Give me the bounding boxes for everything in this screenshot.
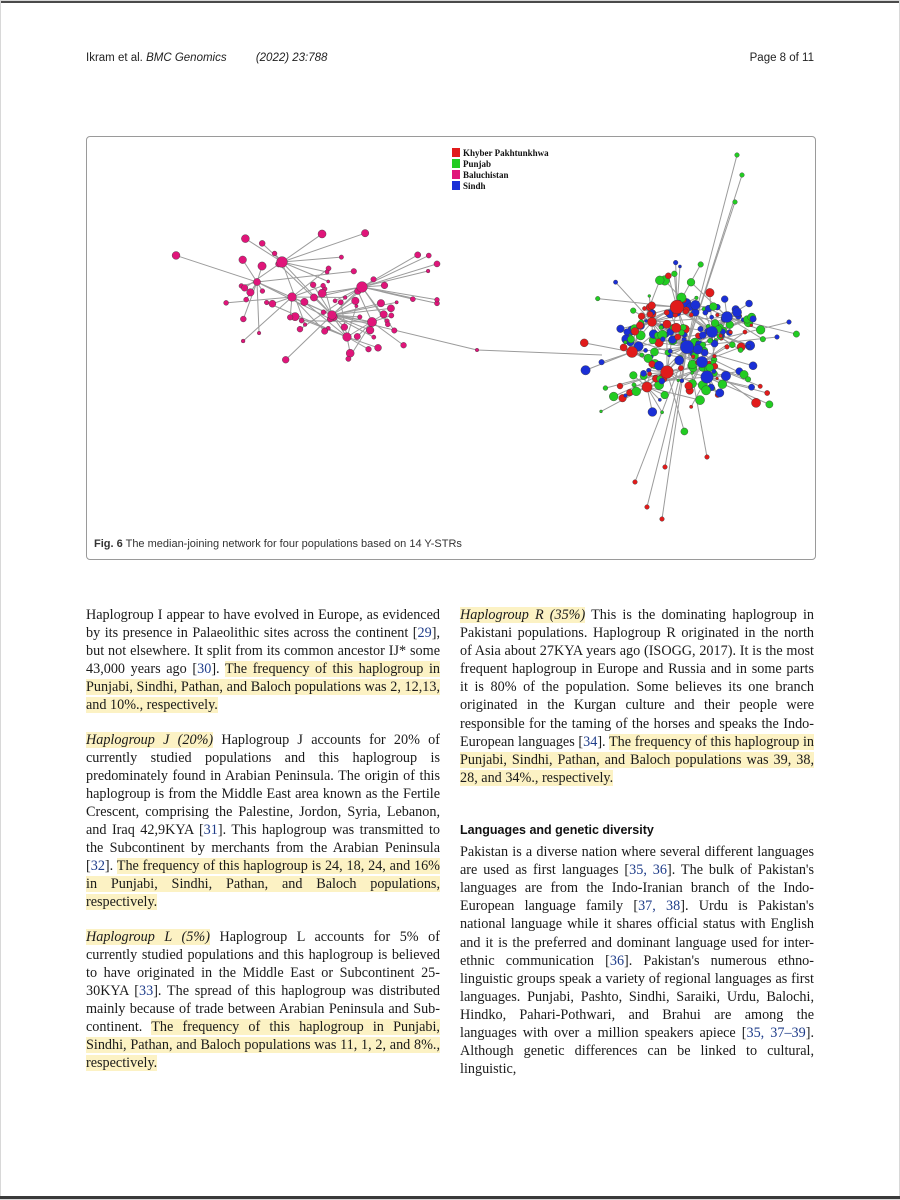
network-node [595, 296, 600, 301]
median-joining-network [87, 137, 815, 559]
network-node [668, 349, 672, 353]
network-edge [362, 256, 429, 287]
network-node [609, 392, 618, 401]
network-node [678, 265, 681, 268]
network-node [640, 353, 644, 357]
header-journal: BMC Genomics [146, 52, 227, 64]
network-node [392, 328, 397, 333]
network-node [673, 260, 678, 265]
network-node [787, 320, 792, 325]
paragraph-heading: Haplogroup J (20%) [86, 731, 214, 748]
network-node [748, 384, 754, 390]
network-node [721, 311, 732, 322]
network-node [624, 329, 630, 335]
network-node [247, 289, 255, 297]
network-node [321, 283, 326, 288]
network-node [713, 354, 717, 358]
network-node [328, 311, 337, 320]
network-node [672, 323, 681, 332]
citation-link[interactable]: 34 [583, 733, 598, 750]
network-node [258, 262, 266, 270]
network-node [766, 401, 773, 408]
network-node [299, 318, 304, 323]
network-node [660, 517, 665, 522]
network-node [632, 387, 641, 396]
network-node [387, 305, 394, 312]
header-authors: Ikram et al. [86, 52, 143, 64]
network-node [695, 396, 704, 405]
network-node [361, 229, 368, 236]
network-node [277, 257, 288, 268]
header-citation [86, 52, 327, 64]
network-node [401, 342, 407, 348]
network-node [366, 346, 372, 352]
network-node [721, 371, 731, 381]
network-node [680, 340, 693, 353]
network-node [660, 411, 663, 414]
network-node [760, 336, 766, 342]
network-node [367, 317, 376, 326]
network-node [765, 390, 770, 395]
highlighted-text: The frequency of this haplogroup is 24, 18, 24, and 16% in Punjabi, Sindhi, Pathan, and Baloch populations, respectively. [86, 858, 440, 911]
network-node [751, 398, 760, 407]
network-node [272, 251, 277, 256]
network-node [633, 480, 638, 485]
text-run: ]. Although genetic differences can be linked to cultural, linguistic, [460, 1024, 815, 1078]
citation-link[interactable]: 32 [90, 858, 105, 875]
highlighted-text: The frequency of this haplogroup in Punjabi, Sindhi, Pathan, and Baloch populations was 2, 12,13, and 10%., respectively. [86, 661, 440, 714]
network-node [689, 313, 693, 317]
network-node [660, 337, 665, 342]
caption-text: The median-joining network for four populations based on 14 Y-STRs [125, 538, 462, 550]
section-heading: Languages and genetic diversity [460, 822, 654, 837]
network-edge [282, 262, 327, 272]
network-node [721, 296, 728, 303]
text-run: Haplogroup I appear to have evolved in Europe, as evidenced by its presence in Palaeolithic sites across the continent [ [86, 607, 440, 642]
text-run: Haplogroup L accounts for 5% of currently studied populations and this haplogroup is believed to have originated in the Middle East or Subcontinent 25-30KYA [ [86, 928, 440, 999]
paragraph-haplogroup-l [86, 928, 440, 1073]
figure-6-panel [86, 136, 816, 560]
network-node [603, 386, 608, 391]
network-node [244, 297, 249, 302]
network-node [260, 289, 265, 294]
network-node [733, 200, 738, 205]
network-node [647, 372, 651, 376]
network-node [716, 313, 720, 317]
legend-label: Baluchistan [463, 170, 509, 180]
right-column [460, 606, 814, 1094]
network-node [701, 371, 713, 383]
network-node [743, 330, 747, 334]
network-node [241, 285, 248, 292]
text-run: ]. [597, 733, 609, 750]
network-node [297, 326, 303, 332]
network-node [339, 255, 343, 259]
network-node [716, 377, 719, 380]
network-node [691, 355, 695, 359]
network-node [240, 316, 246, 322]
legend-swatch [452, 181, 460, 190]
network-node [648, 408, 657, 417]
network-node [699, 332, 706, 339]
network-node [640, 370, 646, 376]
header-page-number: Page 8 of 11 [749, 52, 814, 64]
network-node [343, 296, 347, 300]
figure-legend [452, 148, 549, 191]
text-run: ]. [104, 858, 117, 875]
network-node [644, 319, 647, 322]
network-node [599, 359, 605, 365]
network-node [351, 268, 357, 274]
network-node [264, 300, 269, 305]
network-node [241, 339, 245, 343]
network-node [224, 300, 229, 305]
network-node [706, 288, 715, 297]
network-node [241, 235, 249, 243]
network-node [735, 153, 740, 158]
network-node [709, 303, 717, 311]
network-node [346, 349, 354, 357]
caption-label: Fig. 6 [94, 538, 123, 550]
text-run: ]. [211, 661, 225, 678]
network-node [683, 309, 688, 314]
network-node [310, 282, 316, 288]
network-node [655, 276, 664, 285]
text-run: ]. Urdu is Pakistan's national language while it shares official status with English and it is the preferred and dominant language used for inter-ethnic communication [ [460, 898, 815, 969]
network-node [750, 316, 756, 322]
network-node [620, 344, 627, 351]
network-node [172, 251, 180, 259]
network-node [617, 325, 625, 333]
network-node [701, 386, 710, 395]
network-node [746, 344, 751, 349]
network-node [415, 252, 421, 258]
network-node [375, 344, 382, 351]
network-node [259, 240, 265, 246]
network-node [346, 356, 351, 361]
network-node [661, 391, 669, 399]
network-node [659, 378, 665, 384]
network-node [636, 322, 643, 329]
figure-caption [94, 538, 462, 550]
text-run: This is the dominating haplogroup in Pakistani populations. Haplogroup R originated in the north of Asia about 27KYA years ago (ISOGG, 2017). It is the most frequent haplogroup in Europe and Russia and in some parts it is 80% of the population. Some believes its one branch originated in the Kurgan culture and their people were responsible for the taming of the horses and speaks the Indo-European languages [ [460, 607, 815, 750]
network-node [740, 173, 745, 178]
network-node [352, 297, 360, 305]
citation-link[interactable]: 35, 37–39 [746, 1024, 806, 1041]
network-node [581, 366, 590, 375]
network-node [648, 294, 651, 297]
network-node [371, 277, 377, 283]
citation-link[interactable]: 29 [417, 625, 432, 642]
paragraph-haplogroup-i [86, 606, 440, 715]
network-node [661, 366, 674, 379]
network-node [631, 328, 639, 336]
left-column [86, 606, 440, 1088]
network-node [698, 262, 704, 268]
text-run: ]. This haplogroup was transmitted to the Subcontinent by merchants from the Arabian Peninsula [ [86, 822, 440, 875]
network-node [698, 326, 703, 331]
paragraph-haplogroup-j [86, 731, 440, 912]
network-node [691, 372, 694, 375]
network-node [738, 347, 743, 352]
network-node [729, 330, 733, 334]
network-node [341, 324, 348, 331]
network-node [671, 271, 677, 277]
network-node [691, 300, 700, 309]
network-node [617, 383, 623, 389]
running-header [86, 52, 814, 68]
network-node [708, 338, 713, 343]
network-edge [362, 264, 437, 287]
network-node [659, 325, 663, 329]
network-node [389, 313, 394, 318]
network-node [426, 253, 431, 258]
network-edge [282, 234, 322, 262]
network-node [745, 377, 751, 383]
citation-link[interactable]: 33 [139, 982, 154, 999]
network-node [675, 356, 684, 365]
network-node [338, 300, 343, 305]
network-edge [282, 257, 341, 262]
network-node [630, 308, 636, 314]
network-node [681, 428, 688, 435]
network-node [434, 261, 440, 267]
network-nodes [172, 153, 799, 522]
network-node [381, 282, 388, 289]
network-node [327, 280, 330, 283]
network-node [253, 278, 260, 285]
network-node [670, 300, 684, 314]
network-node [385, 322, 390, 327]
network-node [718, 380, 727, 389]
network-node [696, 356, 707, 367]
network-node [758, 384, 762, 388]
network-edge [257, 271, 354, 282]
citation-link[interactable]: 31 [203, 822, 218, 839]
network-edge [292, 297, 345, 298]
legend-label: Sindh [463, 181, 486, 191]
network-node [678, 365, 683, 370]
network-node [642, 382, 652, 392]
network-node [695, 296, 699, 300]
network-node [321, 328, 327, 334]
network-node [756, 326, 765, 335]
network-node [287, 315, 293, 321]
network-node [475, 348, 479, 352]
highlighted-text: The frequency of this haplogroup in Punjabi, Sindhi, Pathan, and Baloch populations was 11, 1, 2, and 8%., respectively. [86, 1018, 440, 1072]
network-edge [477, 350, 602, 355]
network-node [750, 324, 753, 327]
network-node [269, 300, 276, 307]
network-node [318, 230, 326, 238]
header-volume: (2022) 23:788 [255, 52, 328, 64]
network-node [613, 280, 617, 284]
network-node [318, 289, 326, 297]
network-node [325, 270, 329, 274]
network-node [288, 293, 297, 302]
network-node [663, 320, 671, 328]
network-node [627, 336, 634, 343]
network-node [630, 372, 638, 380]
network-node [410, 297, 415, 302]
network-node [257, 331, 261, 335]
network-node [435, 297, 440, 302]
network-node [650, 348, 658, 356]
network-node [712, 369, 716, 373]
network-node [632, 383, 636, 387]
network-node [689, 405, 692, 408]
network-node [377, 299, 384, 306]
network-node [303, 323, 307, 327]
network-node [746, 300, 753, 307]
network-node [693, 345, 702, 354]
text-run: Pakistan is a diverse nation where several different languages are used as first languages [ [460, 844, 814, 879]
network-node [580, 339, 588, 347]
network-node [705, 455, 710, 460]
citation-link[interactable]: 35, 36 [629, 862, 667, 879]
network-node [645, 505, 650, 510]
network-node [793, 331, 799, 337]
network-node [665, 273, 671, 279]
network-node [775, 335, 780, 340]
network-node [354, 333, 360, 339]
network-node [658, 398, 661, 401]
text-run: ], but not elsewhere. It split from its common ancestor IJ* some 43,000 years ago [ [86, 625, 440, 678]
network-edge [257, 282, 259, 333]
network-node [638, 313, 645, 320]
network-node [366, 326, 374, 334]
network-node [725, 345, 730, 350]
network-node [380, 311, 387, 318]
highlighted-text: The frequency of this haplogroup in Punjabi, Sindhi, Pathan, and Baloch populations was 39, 38, 28, and 34%., respectively. [460, 733, 814, 786]
network-node [716, 389, 724, 397]
citation-link[interactable]: 30 [197, 661, 212, 678]
text-run: Haplogroup J accounts for 20% of currently studied populations and this haplogroup is predominately found in Arabian Peninsula. The origin of this haplogroup is from the Middle East area known as the Fertile Crescent, comprising the Palestine, Jordon, Syria, Lebanon, and Iraq 42,9KYA [ [86, 731, 441, 839]
network-node [749, 362, 757, 370]
network-node [648, 302, 656, 310]
legend-label: Khyber Pakhtunkhwa [463, 148, 549, 158]
network-node [239, 256, 247, 264]
paragraph-heading: Haplogroup L (5%) [86, 928, 210, 945]
network-node [729, 342, 735, 348]
network-node [333, 299, 337, 303]
network-edge [362, 287, 437, 300]
network-node [600, 410, 603, 413]
network-node [664, 310, 669, 315]
network-node [310, 294, 317, 301]
text-run: ]. The spread of this haplogroup was distributed mainly because of trade between Arabian Peninsula and Sub-continent. [86, 982, 440, 1035]
paragraph-languages [460, 843, 814, 1078]
legend-swatch [452, 170, 460, 179]
text-run: ]. The bulk of Pakistan's languages are from the Indo-Iranian branch of the Indo-European language family [ [460, 862, 814, 915]
network-node [732, 308, 741, 317]
citation-link[interactable]: 37, 38 [638, 898, 681, 915]
network-node [685, 382, 693, 390]
network-node [624, 341, 627, 344]
network-node [710, 315, 714, 319]
paragraph-heading: Haplogroup R (35%) [460, 607, 586, 623]
text-run: ]. Pakistan's numerous ethno-linguistic groups speak a variety of regional languages as first languages. Punjabi, Pashto, Sindhi, Saraiki, Urdu, Balochi, Hindko, Pahari-Pothwari, and Brahui are among the languages with over a million speakers apiece [ [460, 952, 814, 1041]
network-node [372, 335, 376, 339]
network-node [643, 348, 647, 352]
network-node [647, 311, 653, 317]
network-node [358, 315, 363, 320]
legend-swatch [452, 148, 460, 157]
bottom-rule [0, 1196, 900, 1199]
network-node [680, 379, 684, 383]
network-node [706, 326, 717, 337]
network-node [321, 310, 326, 315]
network-edge [616, 282, 652, 322]
network-node [355, 304, 358, 307]
network-node [357, 282, 368, 293]
network-node [395, 301, 398, 304]
legend-label: Punjab [463, 159, 492, 169]
citation-link[interactable]: 36 [609, 952, 625, 969]
network-node [687, 278, 695, 286]
network-node [426, 269, 430, 273]
network-node [282, 356, 289, 363]
network-node [677, 379, 680, 382]
network-node [647, 317, 656, 326]
network-node [626, 346, 637, 357]
network-node [663, 465, 668, 470]
paragraph-haplogroup-r [460, 606, 814, 787]
network-node [301, 298, 308, 305]
network-node [703, 310, 708, 315]
network-node [719, 334, 723, 338]
network-node [343, 333, 352, 342]
legend-swatch [452, 159, 460, 168]
